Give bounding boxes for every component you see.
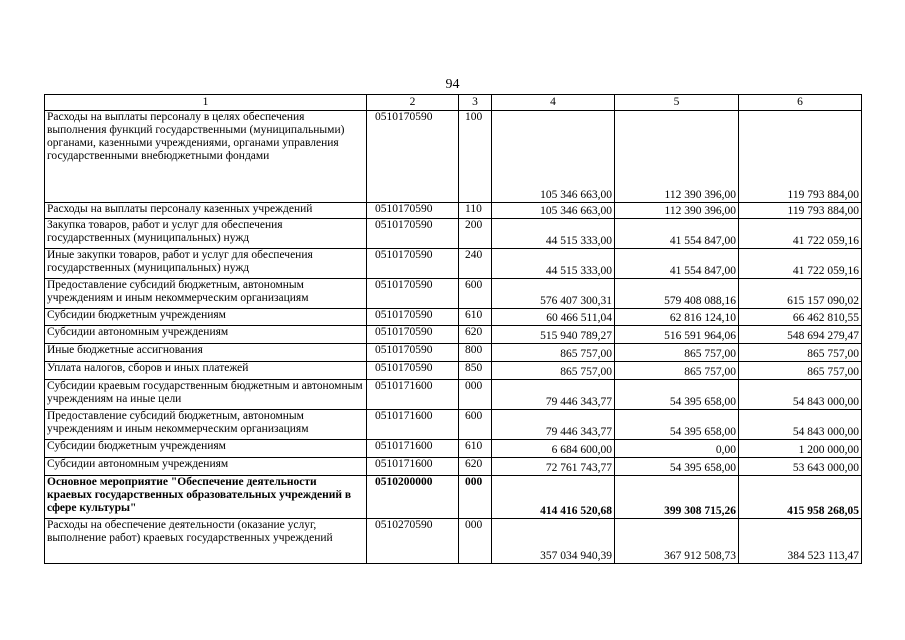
row-value-5: 865 757,00 (615, 344, 739, 362)
row-name: Расходы на выплаты персоналу в целях обеспечения выполнения функций государственными (муниципальными) органами, казенными учреждениями, органами управления государственными внебюджетными фондами (45, 111, 367, 203)
table-row (45, 362, 862, 380)
row-value-5: 54 395 658,00 (615, 380, 739, 410)
row-expense-type: 800 (459, 344, 492, 362)
row-name: Расходы на выплаты персоналу казенных учреждений (45, 203, 367, 219)
row-value-4: 865 757,00 (492, 344, 615, 362)
row-expense-type: 000 (459, 476, 492, 519)
row-code: 0510200000 (367, 476, 459, 519)
row-code: 0510170590 (367, 203, 459, 219)
row-value-4: 414 416 520,68 (492, 476, 615, 519)
row-value-5: 112 390 396,00 (615, 111, 739, 203)
row-value-6: 415 958 268,05 (739, 476, 862, 519)
table-row (45, 519, 862, 564)
row-value-5: 54 395 658,00 (615, 410, 739, 440)
row-value-6: 384 523 113,47 (739, 519, 862, 564)
row-code: 0510171600 (367, 440, 459, 458)
row-name: Субсидии бюджетным учреждениям (45, 309, 367, 326)
row-value-4: 865 757,00 (492, 362, 615, 380)
row-code: 0510170590 (367, 111, 459, 203)
row-value-5: 399 308 715,26 (615, 476, 739, 519)
row-value-6: 54 843 000,00 (739, 410, 862, 440)
row-expense-type: 600 (459, 410, 492, 440)
row-value-4: 72 761 743,77 (492, 458, 615, 476)
table-row (45, 344, 862, 362)
row-code: 0510170590 (367, 249, 459, 279)
row-code: 0510170590 (367, 309, 459, 326)
row-value-4: 515 940 789,27 (492, 326, 615, 344)
row-value-6: 53 643 000,00 (739, 458, 862, 476)
header-col-5: 5 (615, 95, 739, 111)
row-value-4: 105 346 663,00 (492, 203, 615, 219)
table-row (45, 458, 862, 476)
row-name: Иные закупки товаров, работ и услуг для обеспечения государственных (муниципальных) нужд (45, 249, 367, 279)
row-value-6: 66 462 810,55 (739, 309, 862, 326)
row-value-6: 119 793 884,00 (739, 203, 862, 219)
row-name: Субсидии краевым государственным бюджетным и автономным учреждениям на иные цели (45, 380, 367, 410)
table-row (45, 219, 862, 249)
table-row (45, 326, 862, 344)
row-code: 0510171600 (367, 380, 459, 410)
row-name: Уплата налогов, сборов и иных платежей (45, 362, 367, 380)
header-col-3: 3 (459, 95, 492, 111)
row-name: Предоставление субсидий бюджетным, автономным учреждениям и иным некоммерческим организациям (45, 279, 367, 309)
table-row (45, 203, 862, 219)
row-expense-type: 620 (459, 458, 492, 476)
row-name: Субсидии бюджетным учреждениям (45, 440, 367, 458)
table-body (45, 111, 862, 564)
header-col-2: 2 (367, 95, 459, 111)
row-value-4: 357 034 940,39 (492, 519, 615, 564)
row-value-6: 54 843 000,00 (739, 380, 862, 410)
row-value-6: 615 157 090,02 (739, 279, 862, 309)
row-expense-type: 610 (459, 309, 492, 326)
row-name: Расходы на обеспечение деятельности (оказание услуг, выполнение работ) краевых государственных учреждений (45, 519, 367, 564)
table-row (45, 410, 862, 440)
table-row (45, 476, 862, 519)
row-value-5: 62 816 124,10 (615, 309, 739, 326)
row-value-6: 41 722 059,16 (739, 219, 862, 249)
row-value-5: 367 912 508,73 (615, 519, 739, 564)
table-row (45, 309, 862, 326)
header-col-4: 4 (492, 95, 615, 111)
row-value-4: 44 515 333,00 (492, 249, 615, 279)
row-value-5: 516 591 964,06 (615, 326, 739, 344)
row-value-4: 576 407 300,31 (492, 279, 615, 309)
row-value-5: 54 395 658,00 (615, 458, 739, 476)
row-expense-type: 000 (459, 519, 492, 564)
row-value-4: 79 446 343,77 (492, 410, 615, 440)
row-value-6: 865 757,00 (739, 362, 862, 380)
row-value-4: 79 446 343,77 (492, 380, 615, 410)
row-name: Закупка товаров, работ и услуг для обеспечения государственных (муниципальных) нужд (45, 219, 367, 249)
row-name: Субсидии автономным учреждениям (45, 326, 367, 344)
row-code: 0510170590 (367, 344, 459, 362)
row-expense-type: 240 (459, 249, 492, 279)
header-col-6: 6 (739, 95, 862, 111)
row-expense-type: 000 (459, 380, 492, 410)
row-expense-type: 850 (459, 362, 492, 380)
table-row (45, 111, 862, 203)
row-expense-type: 200 (459, 219, 492, 249)
row-expense-type: 620 (459, 326, 492, 344)
page-number: 94 (445, 77, 460, 92)
row-code: 0510170590 (367, 279, 459, 309)
table-row (45, 279, 862, 309)
row-value-6: 119 793 884,00 (739, 111, 862, 203)
row-expense-type: 110 (459, 203, 492, 219)
row-value-6: 865 757,00 (739, 344, 862, 362)
row-name: Иные бюджетные ассигнования (45, 344, 367, 362)
row-name: Основное мероприятие "Обеспечение деятельности краевых государственных образовательных учреждений в сфере культуры" (45, 476, 367, 519)
table-row (45, 380, 862, 410)
row-name: Субсидии автономным учреждениям (45, 458, 367, 476)
row-value-5: 41 554 847,00 (615, 249, 739, 279)
row-value-5: 0,00 (615, 440, 739, 458)
row-value-4: 6 684 600,00 (492, 440, 615, 458)
table-row (45, 249, 862, 279)
row-value-5: 865 757,00 (615, 362, 739, 380)
row-value-6: 1 200 000,00 (739, 440, 862, 458)
row-code: 0510171600 (367, 410, 459, 440)
row-value-4: 105 346 663,00 (492, 111, 615, 203)
row-name: Предоставление субсидий бюджетным, автономным учреждениям и иным некоммерческим организациям (45, 410, 367, 440)
row-code: 0510171600 (367, 458, 459, 476)
row-expense-type: 100 (459, 111, 492, 203)
table-header (45, 95, 862, 111)
row-expense-type: 600 (459, 279, 492, 309)
row-value-5: 579 408 088,16 (615, 279, 739, 309)
row-value-6: 41 722 059,16 (739, 249, 862, 279)
row-code: 0510170590 (367, 219, 459, 249)
header-col-1: 1 (45, 95, 367, 111)
row-value-4: 44 515 333,00 (492, 219, 615, 249)
budget-table (44, 94, 862, 564)
row-value-5: 112 390 396,00 (615, 203, 739, 219)
row-code: 0510170590 (367, 326, 459, 344)
row-value-6: 548 694 279,47 (739, 326, 862, 344)
row-value-5: 41 554 847,00 (615, 219, 739, 249)
row-code: 0510270590 (367, 519, 459, 564)
table-row (45, 440, 862, 458)
row-value-4: 60 466 511,04 (492, 309, 615, 326)
row-code: 0510170590 (367, 362, 459, 380)
row-expense-type: 610 (459, 440, 492, 458)
